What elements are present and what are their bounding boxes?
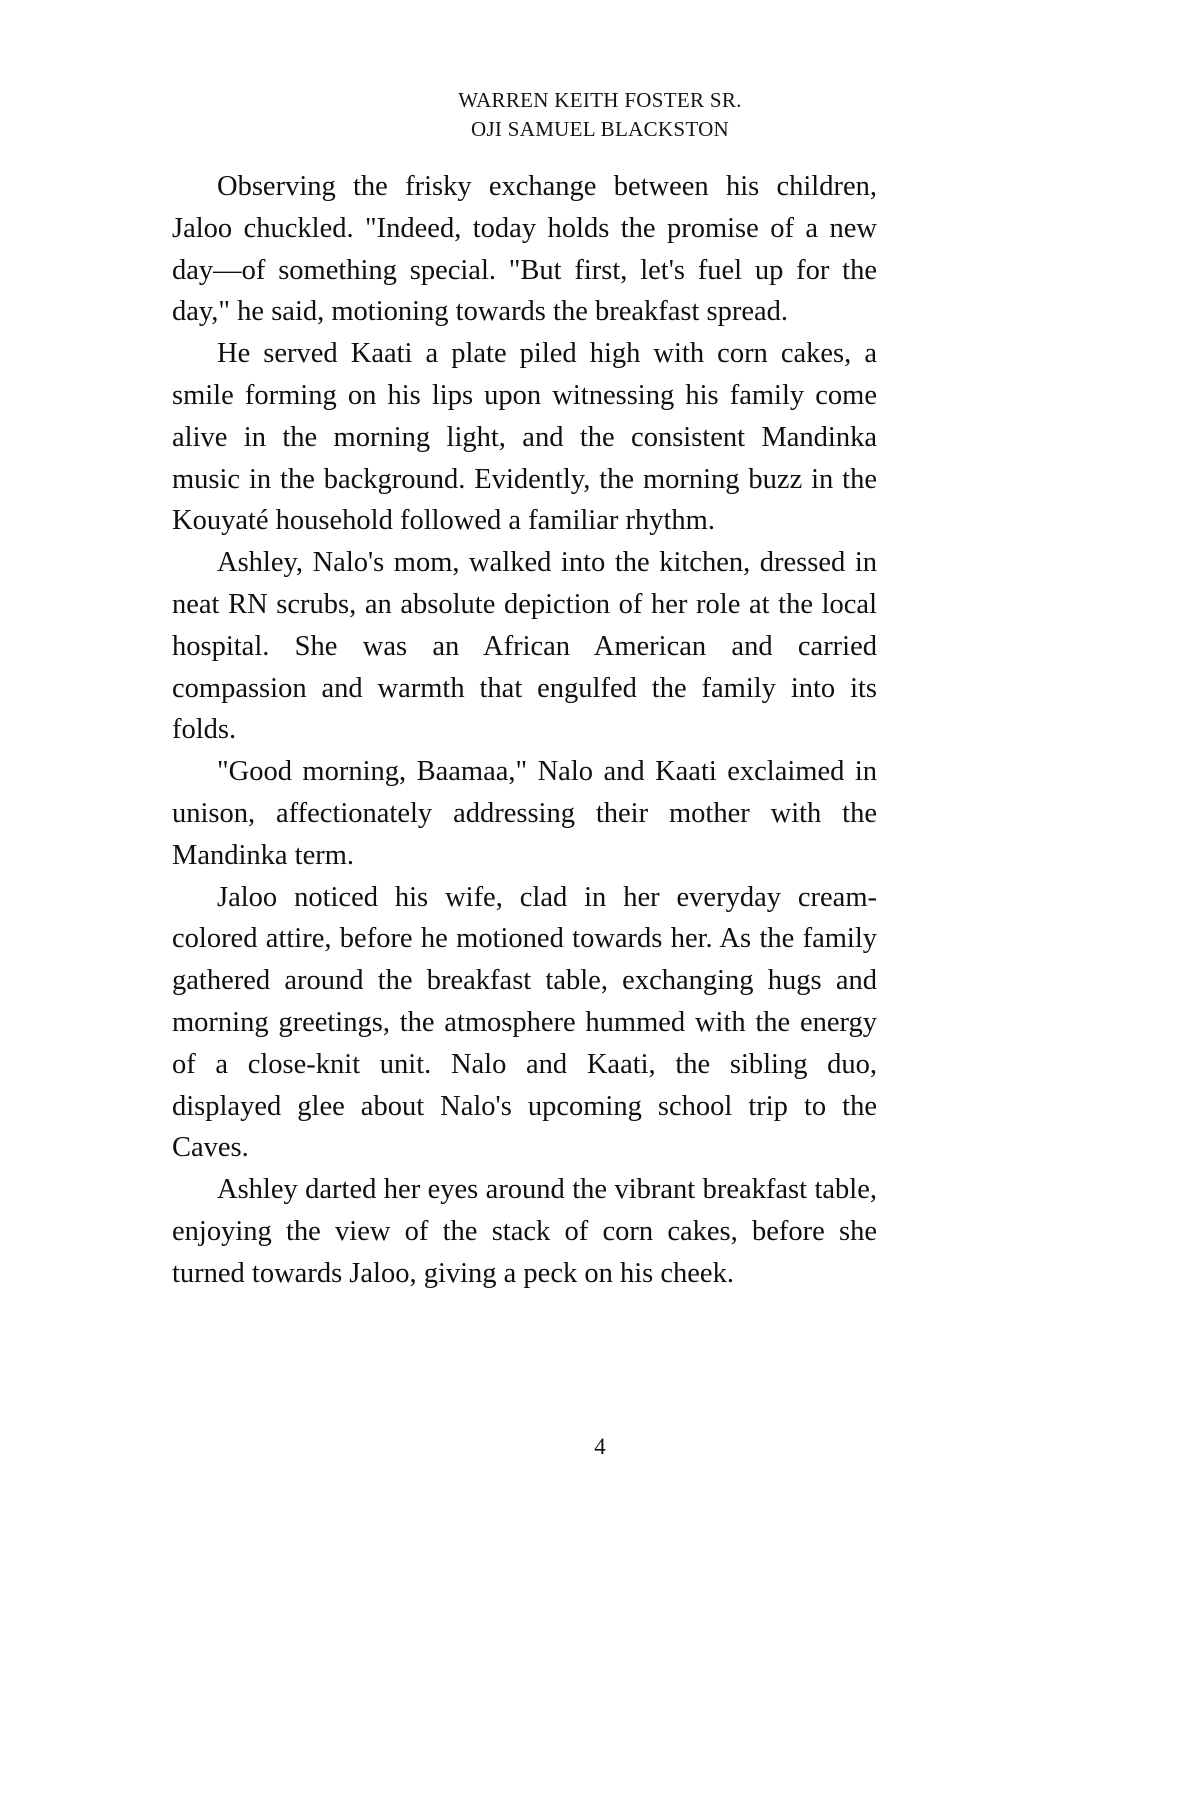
paragraph: Ashley, Nalo's mom, walked into the kitchen, dressed in neat RN scrubs, an absolute depiction of her role at the local hospital. She was an African American and carried compassion and warmth that engulfed the family into its folds. [172, 547, 877, 746]
paragraph: Jaloo noticed his wife, clad in her everyday cream-colored attire, before he motioned towards her. As the family gathered around the breakfast table, exchanging hugs and morning greetings, the atmosphere hummed with the energy of a close-knit unit. Nalo and Kaati, the sibling duo, displayed glee about Nalo's upcoming school trip to the Caves. [172, 881, 877, 1164]
paragraph: Observing the frisky exchange between his children, Jaloo chuckled. "Indeed, today holds the promise of a new day—of something special. "But first, let's fuel up for the day," he said, motioning towards the breakfast spread. [172, 171, 877, 328]
running-head-author-line: WARREN KEITH FOSTER SR. [458, 88, 742, 112]
paragraph: He served Kaati a plate piled high with corn cakes, a smile forming on his lips upon witnessing his family come alive in the morning light, and the consistent Mandinka music in the background. Evidently, the morning buzz in the Kouyaté household followed a familiar rhythm. [172, 338, 877, 537]
running-head-coauthor-line: OJI SAMUEL BLACKSTON [470, 117, 730, 141]
paragraph: "Good morning, Baamaa," Nalo and Kaati exclaimed in unison, affectionately addressing their mother with the Mandinka term. [172, 756, 877, 871]
body-text [172, 166, 877, 1295]
paragraph: Ashley darted her eyes around the vibrant breakfast table, enjoying the view of the stack of corn cakes, before she turned towards Jaloo, giving a peck on his cheek. [172, 1174, 877, 1289]
running-head [0, 86, 1200, 144]
page-number: 4 [594, 1434, 606, 1459]
